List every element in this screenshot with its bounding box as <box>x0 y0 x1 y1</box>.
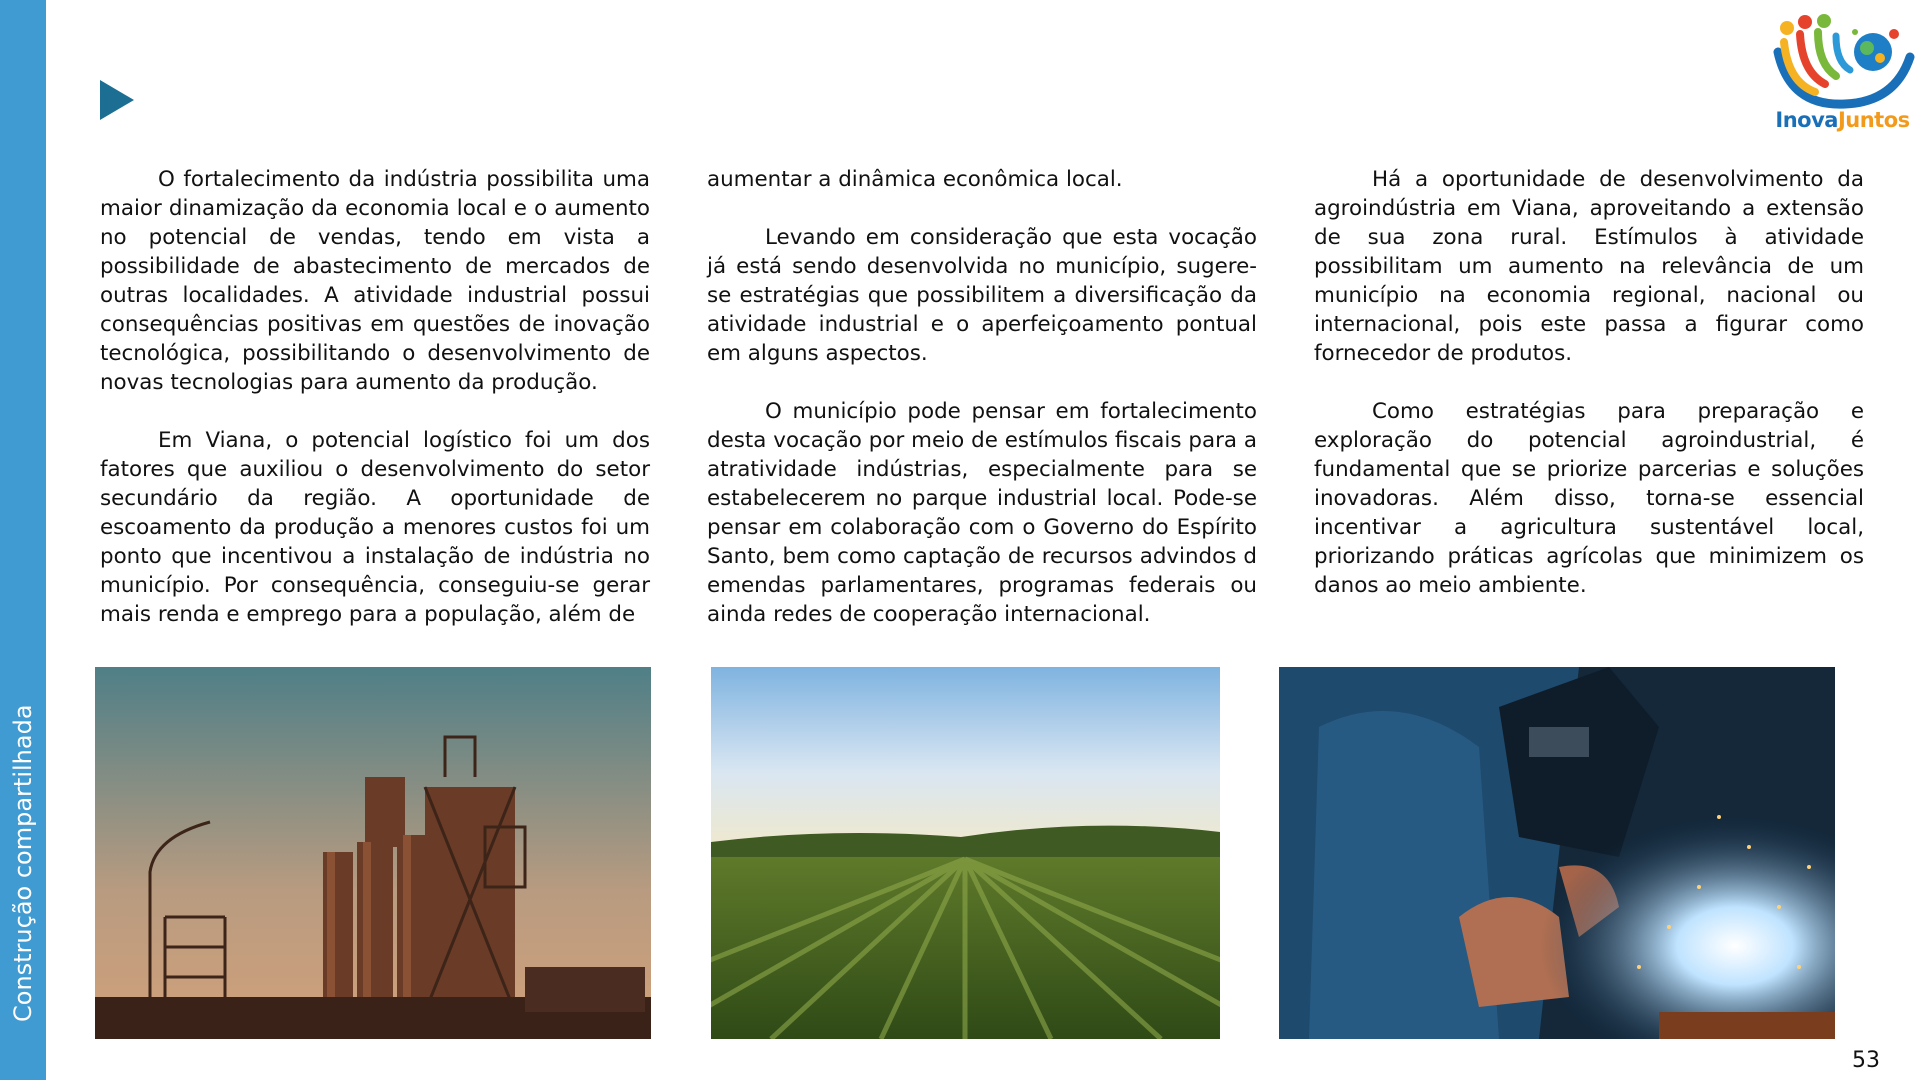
paragraph: O fortalecimento da indústria possibilita uma maior dinamização da economia local e o aumento no potencial de vendas, tendo em vista a possibilidade de abastecimento de mercados de outras localidades. A atividade industrial possui consequências positivas em questões de inovação tecnológica, possibilitando o desenvolvimento de novas tecnologias para aumento da produção. <box>100 167 650 395</box>
industry-photo <box>95 667 651 1039</box>
farm-field-photo <box>711 667 1220 1039</box>
text-column-3 <box>1314 165 1864 629</box>
sidebar <box>0 0 46 1080</box>
logo-text-juntos: Juntos <box>1837 108 1910 132</box>
paragraph: Há a oportunidade de desenvolvimento da agroindústria em Viana, aproveitando a extensão de sua zona rural. Estímulos à atividade possibilitam um aumento na relevância de um município na economia regional, nacional ou internacional, pois este passa a figurar como fornecedor de produtos. <box>1314 167 1864 366</box>
paragraph: Em Viana, o potencial logístico foi um dos fatores que auxiliou o desenvolvimento do setor secundário da região. A oportunidade de escoamento da produção a menores custos foi um ponto que incentivou a instalação de indústria no município. Por consequência, conseguiu-se gerar mais renda e emprego para a população, além de <box>100 428 650 627</box>
welder-photo <box>1279 667 1835 1039</box>
paragraph: Como estratégias para preparação e exploração do potencial agroindustrial, é fundamental que se priorize parcerias e soluções inovadoras. Além disso, torna-se essencial incentivar a agricultura sustentável local, priorizando práticas agrícolas que minimizem os danos ao meio ambiente. <box>1314 399 1864 598</box>
sidebar-title: Construção compartilhada <box>9 704 37 1022</box>
paragraph: Levando em consideração que esta vocação já está sendo desenvolvida no município, sugere-se estratégias que possibilitem a diversificação da atividade industrial e o aperfeiçoamento pontual em alguns aspectos. <box>707 225 1257 366</box>
paragraph: aumentar a dinâmica econômica local. <box>707 167 1123 192</box>
paragraph: O município pode pensar em fortalecimento desta vocação por meio de estímulos fiscais para a atratividade indústrias, especialmente para se estabelecerem no parque industrial local. Pode-se pensar em colaboração com o Governo do Espírito Santo, bem como captação de recursos advindos d emendas parlamentares, programas federais ou ainda redes de cooperação internacional. <box>707 399 1257 627</box>
text-column-2 <box>707 165 1257 658</box>
inovajuntos-logo <box>1770 12 1915 137</box>
play-triangle-icon <box>100 80 134 120</box>
logo-mark-icon <box>1770 12 1915 112</box>
text-column-1 <box>100 165 650 658</box>
logo-text-inova: Inova <box>1775 108 1838 132</box>
logo-text <box>1770 108 1915 132</box>
page-number: 53 <box>1852 1048 1880 1073</box>
